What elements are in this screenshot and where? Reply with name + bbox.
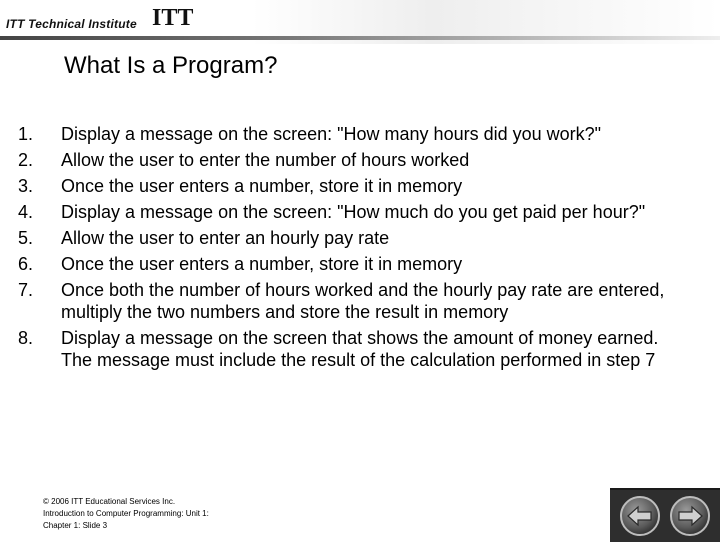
list-item-text: Once both the number of hours worked and the hourly pay rate are entered, multiply the two numbers and store the result in memory (61, 280, 665, 322)
step-list (18, 123, 668, 375)
navigation-bar (610, 488, 720, 542)
list-item-number: 6. (18, 254, 34, 274)
list-item (18, 149, 668, 171)
slide-number-text: Chapter 1: Slide 3 (43, 521, 108, 530)
list-item (18, 253, 668, 275)
list-item-text: Allow the user to enter the number of hours worked (61, 150, 470, 170)
list-item-number: 3. (18, 176, 34, 196)
course-text: Introduction to Computer Programming: Unit 1: (43, 509, 209, 518)
list-item-text: Once the user enters a number, store it in memory (61, 254, 463, 274)
list-item (18, 327, 668, 371)
list-item-text: Display a message on the screen: "How many hours did you work?" (61, 124, 602, 144)
arrow-left-icon (618, 494, 662, 538)
list-item-text: Display a message on the screen: "How much do you get paid per hour?" (61, 202, 646, 222)
list-item (18, 279, 668, 323)
list-item-text: Allow the user to enter an hourly pay rate (61, 228, 390, 248)
list-item (18, 175, 668, 197)
itt-logo-mark (150, 4, 202, 30)
logo-mark-text: ITT (152, 5, 194, 30)
list-item-number: 5. (18, 228, 34, 248)
previous-slide-button[interactable] (618, 494, 662, 538)
logo-text: ITT Technical Institute (6, 17, 137, 31)
list-item-text: Once the user enters a number, store it in memory (61, 176, 463, 196)
list-item-number: 4. (18, 202, 34, 222)
list-item-number: 8. (18, 328, 34, 348)
list-item (18, 201, 668, 223)
slide-title: What Is a Program? (64, 52, 278, 79)
list-item-number: 7. (18, 280, 34, 300)
slide-footer (43, 496, 209, 532)
arrow-right-icon (668, 494, 712, 538)
list-item-text: Display a message on the screen that shows the amount of money earned. The message must include the result of the calculation performed in step 7 (61, 328, 659, 370)
next-slide-button[interactable] (668, 494, 712, 538)
copyright-text: © 2006 ITT Educational Services Inc. (43, 497, 176, 506)
list-item-number: 2. (18, 150, 34, 170)
list-item-number: 1. (18, 124, 34, 144)
list-item (18, 123, 668, 145)
list-item (18, 227, 668, 249)
header-rule (0, 36, 720, 40)
